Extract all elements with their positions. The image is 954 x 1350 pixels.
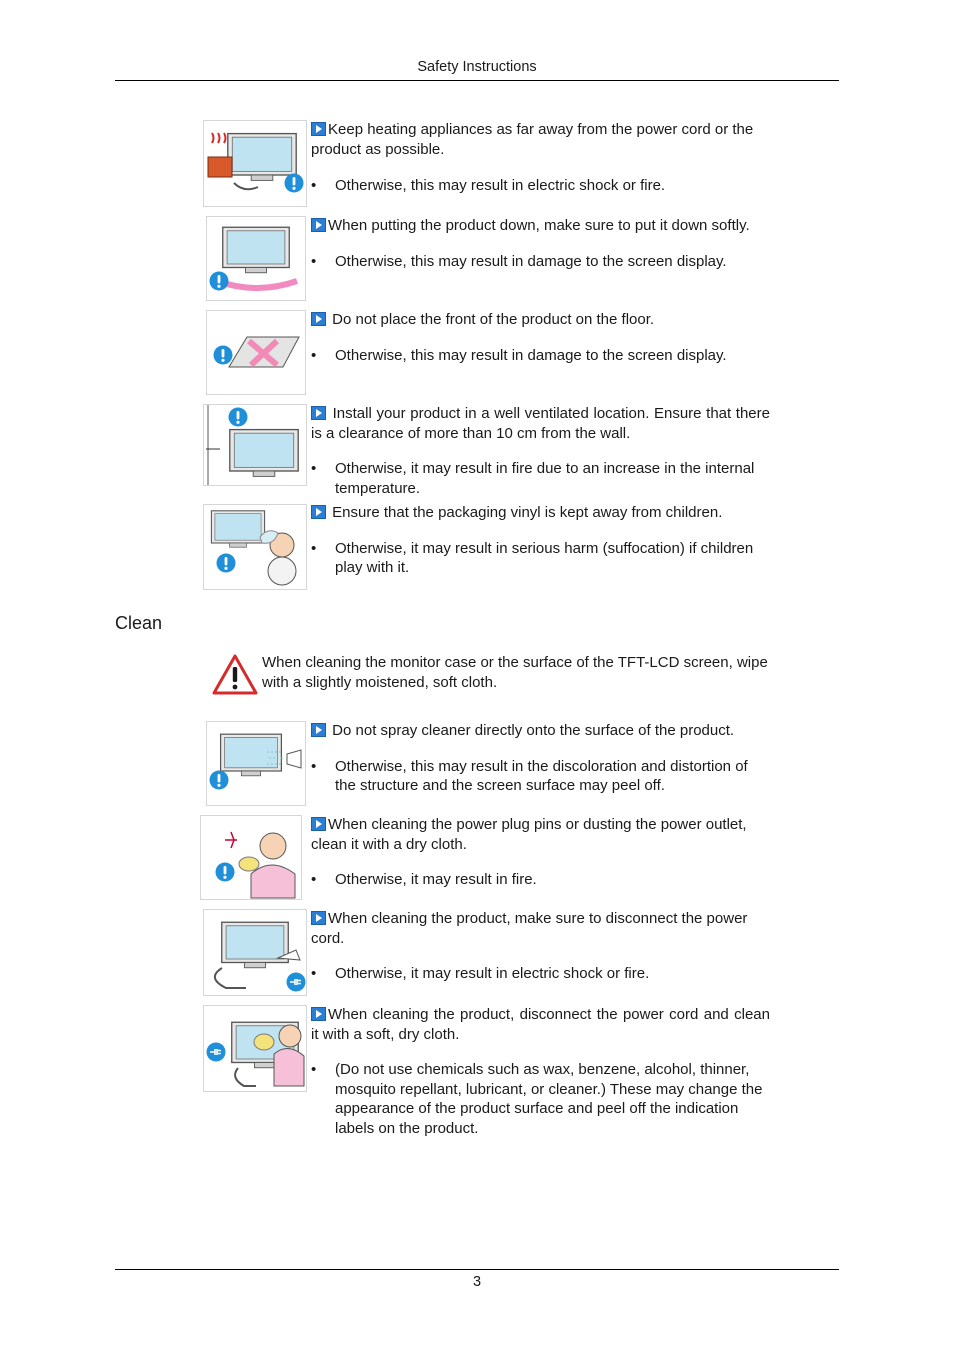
bullet-item: • Otherwise, this may result in the discoloration and distortion of the structure and the screen surface may peel off. bbox=[311, 757, 748, 794]
illustration-wipe-cloth bbox=[203, 1005, 307, 1092]
header-title: Safety Instructions bbox=[417, 59, 537, 75]
bullet-item: • Otherwise, it may result in fire. bbox=[311, 871, 537, 888]
page-number: 3 bbox=[472, 1274, 482, 1290]
section-title: Clean bbox=[115, 613, 163, 633]
play-arrow-icon bbox=[311, 406, 326, 420]
header-rule bbox=[115, 80, 839, 81]
instruction-lead: Install your product in a well ventilated location. Ensure that there is a clearance of more than 10 cm from the wall. bbox=[311, 405, 770, 442]
play-arrow-icon bbox=[311, 1007, 326, 1021]
illustration-spray bbox=[206, 721, 306, 806]
instruction-lead: When cleaning the product, make sure to disconnect the power cord. bbox=[311, 910, 748, 947]
illustration-plug-cleaning bbox=[200, 815, 302, 900]
footer-rule bbox=[115, 1269, 839, 1270]
instruction-lead: When cleaning the product, disconnect the power cord and clean it with a soft, dry cloth. bbox=[311, 1006, 770, 1043]
illustration-face-down bbox=[206, 310, 306, 395]
exclamation-icon bbox=[285, 174, 304, 193]
bullet-item: • Otherwise, it may result in electric shock or fire. bbox=[311, 965, 650, 982]
instruction-lead: Keep heating appliances as far away from the power cord or the product as possible. bbox=[311, 121, 754, 158]
play-arrow-icon bbox=[311, 505, 326, 519]
instruction-lead: Do not place the front of the product on the floor. bbox=[311, 310, 770, 330]
illustration-heater bbox=[203, 120, 307, 207]
unplug-icon bbox=[207, 1043, 226, 1062]
exclamation-icon bbox=[216, 863, 235, 882]
play-arrow-icon bbox=[311, 312, 326, 326]
bullet-item: • (Do not use chemicals such as wax, benzene, alcohol, thinner, mosquito repellant, lubricant, or cleaner.) These may change the appearance of the product surface and peel off the indication labels on the product. bbox=[311, 1061, 763, 1137]
instruction-lead: Ensure that the packaging vinyl is kept away from children. bbox=[311, 503, 770, 523]
play-arrow-icon bbox=[311, 218, 326, 232]
bullet-item: • Otherwise, it may result in fire due to an increase in the internal temperature. bbox=[311, 460, 755, 497]
exclamation-icon bbox=[217, 554, 236, 573]
caution-triangle-icon bbox=[212, 653, 258, 695]
instruction-lead: Do not spray cleaner directly onto the surface of the product. bbox=[311, 721, 770, 741]
bullet-item: • Otherwise, this may result in damage to the screen display. bbox=[311, 346, 727, 364]
instruction-lead: When putting the product down, make sure to put it down softly. bbox=[311, 216, 770, 236]
illustration-ventilation bbox=[203, 404, 307, 486]
play-arrow-icon bbox=[311, 817, 326, 831]
bullet-item: • Otherwise, this may result in electric shock or fire. bbox=[311, 177, 666, 194]
instruction-lead: When cleaning the power plug pins or dusting the power outlet, clean it with a dry cloth. bbox=[311, 816, 747, 853]
play-arrow-icon bbox=[311, 911, 326, 925]
illustration-put-down bbox=[206, 216, 306, 301]
illustration-disconnect-cord bbox=[203, 909, 307, 996]
unplug-icon bbox=[287, 973, 306, 992]
exclamation-icon bbox=[214, 346, 233, 365]
exclamation-icon bbox=[210, 771, 229, 790]
exclamation-icon bbox=[210, 272, 229, 291]
bullet-item: • Otherwise, this may result in damage to the screen display. bbox=[311, 252, 727, 270]
illustration-vinyl-child bbox=[203, 504, 307, 590]
play-arrow-icon bbox=[311, 122, 326, 136]
bullet-item: • Otherwise, it may result in serious harm (suffocation) if children play with it. bbox=[311, 539, 754, 576]
exclamation-icon bbox=[229, 408, 248, 427]
caution-text: When cleaning the monitor case or the surface of the TFT-LCD screen, wipe with a slightly moistened, soft cloth. bbox=[262, 654, 768, 691]
play-arrow-icon bbox=[311, 723, 326, 737]
